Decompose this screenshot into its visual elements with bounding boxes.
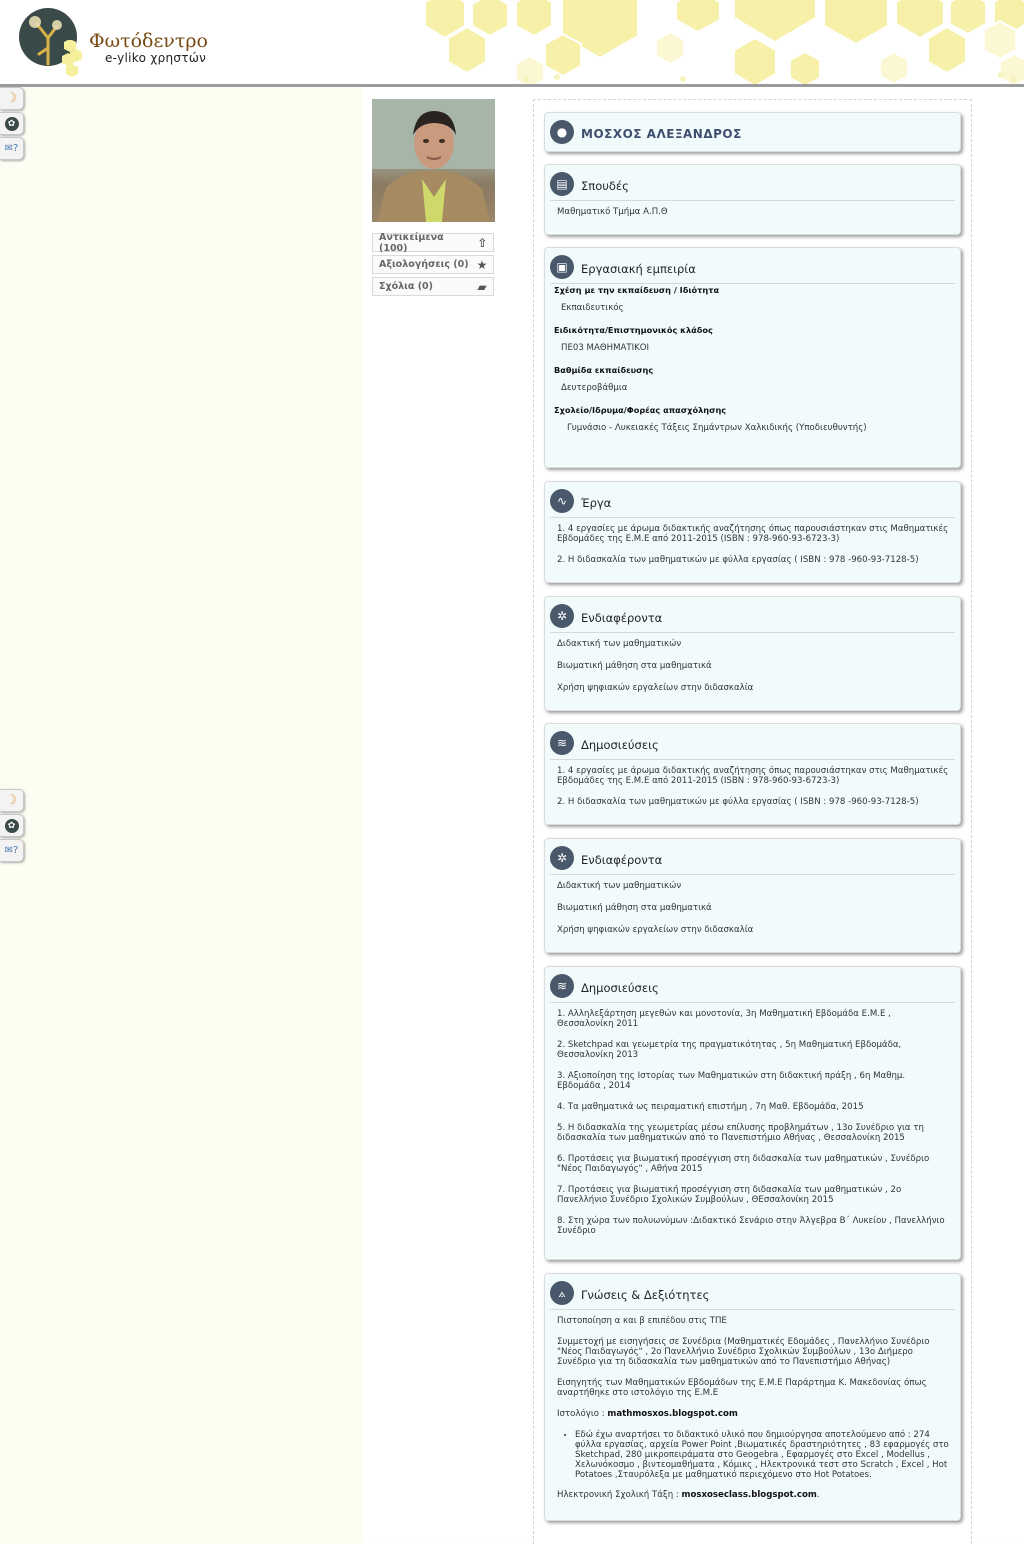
- layers-icon: ≋: [550, 731, 574, 755]
- star-icon: ★: [476, 257, 488, 272]
- class-label: Ηλεκτρονική Σχολική Τάξη :: [557, 1490, 679, 1500]
- stat-comments-label[interactable]: Σχόλια (0): [379, 281, 433, 292]
- stat-ratings[interactable]: [372, 255, 494, 274]
- document-icon: ▤: [550, 172, 574, 196]
- interests-card: [544, 596, 961, 711]
- list-item: 2. Sketchpad και γεωμετρία της πραγματικότητας , 5η Μαθηματική Εβδομάδα, Θεσσαλονίκη 2013: [557, 1040, 902, 1060]
- class-link[interactable]: mosxoseclass.blogspot.com: [681, 1490, 817, 1500]
- film-reel-icon: ✲: [550, 604, 574, 628]
- class-end: .: [816, 1490, 820, 1500]
- stat-objects-label[interactable]: Αντικείμενα (100): [379, 231, 444, 254]
- side-tab-tree-icon[interactable]: ✿: [0, 112, 24, 135]
- side-tab-tree-icon-2[interactable]: ✿: [0, 814, 24, 837]
- skills-card: [544, 1273, 961, 1521]
- stat-objects[interactable]: [372, 233, 494, 252]
- interests-title: Ενδιαφέροντα: [581, 611, 663, 625]
- publications-title: Δημοσιεύσεις: [581, 738, 659, 752]
- side-tab-new-icon-2[interactable]: ☽: [0, 789, 24, 812]
- publications-title: Δημοσιεύσεις: [581, 981, 659, 995]
- work-field-value: Δευτεροβάθμια: [561, 383, 628, 393]
- upload-icon: ⇧: [477, 235, 488, 250]
- name-card: [544, 112, 961, 152]
- list-item: 6. Προτάσεις για βιωματική προσέγγιση στη διδασκαλία των μαθηματικών , Συνέδριο "Νέος Παιδαγωγός" , Αθήνα 2015: [557, 1154, 930, 1174]
- skills-text: Συμμετοχή με εισηγήσεις σε Συνέδρια (Μαθηματικές Εδομάδες , Πανελλήνιο Συνέδριο "Νέος Παιδαγωγός" , 2ο Πανελλήνιο Συνέδριο Σχολικών Συμβούλων , 13ο Διήμερο Συνέδριο για τη διδασκαλία των μαθηματικών από το Πανεπιστήμιο Αθήνας): [557, 1337, 930, 1367]
- list-item: 1. 4 εργασίες με άρωμα διδακτικής αναζήτησης όπως παρουσιάστηκαν στις Μαθηματικές Εβδομάδες της Ε.Μ.Ε από 2011-2015 (ISBN : 978-960-93-6723-3): [557, 524, 949, 544]
- list-item: 1. Αλληλεξάρτηση μεγεθών και μονοτονία, 3η Μαθηματική Εβδομάδα Ε.Μ.Ε , Θεσσαλονίκη 2011: [557, 1009, 891, 1029]
- list-item: 4. Τα μαθηματικά ως πειραματική επιστήμη , 7η Μαθ. Εβδομάδα, 2015: [557, 1102, 864, 1112]
- work-field-value: ΠΕ03 ΜΑΘΗΜΑΤΙΚΟΙ: [561, 343, 650, 353]
- list-item: Χρήση ψηφιακών εργαλείων στην διδασκαλία: [557, 683, 754, 693]
- list-item: 2. Η διδασκαλία των μαθηματικών με φύλλα εργασίας ( ISBN : 978 -960-93-7128-5): [557, 555, 919, 565]
- skills-title: Γνώσεις & Δεξιότητες: [581, 1288, 710, 1302]
- work-field-label: Ειδικότητα/Επιστημονικός κλάδος: [554, 325, 713, 335]
- blog-link[interactable]: mathmosxos.blogspot.com: [607, 1409, 738, 1419]
- list-item: • Εδώ έχω αναρτήσει το διδακτικό υλικό που δημιούργησα αποτελούμενο από : 274 φύλλα εργασίας, αρχεία Power Point ,Βιωματικές δραστηριότητες , 83 εφαρμογές στο Sketchpad, 280 μικροπειράματα στο Geogebra , Εφαρμογές στο Excel , Modellus , Χελωνόκοσμο , βιντεομαθήματα , Κόμικς , Ηλεκτρονικά τεστ στο Scratch , Excel , Hot Potatoes ,Σταυρόλεξα με μαθηματικό περιεχόμενο στο Hot Potatoes.: [575, 1430, 950, 1480]
- work-field-label: Βαθμίδα εκπαίδευσης: [554, 365, 654, 375]
- list-item: Διδακτική των μαθηματικών: [557, 639, 682, 649]
- skills-text: Εισηγητής των Μαθηματικών Εβδομάδων της Ε.Μ.Ε Παράρτημα Κ. Μακεδονίας όπως αναρτήθηκε στο ιστολόγιο της Ε.Μ.Ε: [557, 1378, 927, 1398]
- work-title: Εργασιακή εμπειρία: [581, 262, 696, 276]
- list-item: 3. Αξιοποίηση της Ιστορίας των Μαθηματικών στη διδακτική πράξη , 6η Μαθημ. Εβδομάδα , 2014: [557, 1071, 906, 1091]
- list-item: 5. Η διδασκαλία της γεωμετρίας μέσω επίλυσης προβλημάτων , 13ο Συνέδριο για τη διδασκαλία των μαθηματικών από το Πανεπιστήμιο Αθήνας , Θεσσαλονίκη 2015: [557, 1123, 924, 1143]
- logo-title[interactable]: Φωτόδεντρο: [89, 30, 208, 52]
- compass-icon: ⟑: [550, 1281, 574, 1305]
- list-item: 2. Η διδασκαλία των μαθηματικών με φύλλα εργασίας ( ISBN : 978 -960-93-7128-5): [557, 797, 919, 807]
- user-icon: ●: [550, 120, 574, 144]
- list-item: Διδακτική των μαθηματικών: [557, 881, 682, 891]
- list-item: Χρήση ψηφιακών εργαλείων στην διδασκαλία: [557, 925, 754, 935]
- list-item: Βιωματική μάθηση στα μαθηματικά: [557, 903, 712, 913]
- publications-card: [544, 723, 961, 825]
- publications-card-2: [544, 966, 961, 1260]
- works-card: [544, 481, 961, 583]
- stat-ratings-label[interactable]: Αξιολογήσεις (0): [379, 259, 469, 270]
- works-title: Έργα: [581, 496, 612, 510]
- activity-icon: ∿: [550, 489, 574, 513]
- list-item: 8. Στη χώρα των πολυωνύμων :Διδακτικό Σενάριο στην Άλγεβρα Β΄ Λυκείου , Πανελλήνιο Συνέδριο: [557, 1216, 945, 1236]
- list-item: 7. Προτάσεις για βιωματική προσέγγιση στη διδασκαλία των μαθηματικών , 2ο Πανελλήνιο Συνέδριο Σχολικών Συμβούλων , ΘΕσσαλονίκη 2015: [557, 1185, 902, 1205]
- interests-title: Ενδιαφέροντα: [581, 853, 663, 867]
- briefcase-icon: ▣: [550, 255, 574, 279]
- site-header: [0, 0, 1024, 87]
- film-reel-icon: ✲: [550, 846, 574, 870]
- studies-text: Μαθηματικό Τμήμα Α.Π.Θ: [557, 207, 668, 217]
- user-avatar: [372, 99, 495, 222]
- side-tab-help-icon-2[interactable]: ✉?: [0, 839, 24, 862]
- logo-hexes-icon: [56, 40, 84, 78]
- logo-subtitle[interactable]: e-yliko χρηστών: [105, 51, 207, 65]
- layers-icon: ≋: [550, 974, 574, 998]
- profile-name: ΜΟΣΧΟΣ ΑΛΕΞΑΝΔΡΟΣ: [581, 127, 742, 141]
- side-tab-help-icon[interactable]: ✉?: [0, 137, 24, 160]
- blog-label: Ιστολόγιο :: [557, 1409, 605, 1419]
- skills-text: Πιστοποίηση α και β επιπέδου στις ΤΠΕ: [557, 1316, 727, 1326]
- work-field-value: Γυμνάσιο - Λυκειακές Τάξεις Σημάντρων Χαλκιδικής (Υποδιευθυντής): [567, 423, 867, 433]
- list-item: 1. 4 εργασίες με άρωμα διδακτικής αναζήτησης όπως παρουσιάστηκαν στις Μαθηματικές Εβδομάδες της Ε.Μ.Ε από 2011-2015 (ISBN : 978-960-93-6723-3): [557, 766, 949, 786]
- studies-card: [544, 164, 961, 235]
- interests-card-2: [544, 838, 961, 953]
- comment-icon: ▰: [477, 279, 487, 294]
- list-item: Βιωματική μάθηση στα μαθηματικά: [557, 661, 712, 671]
- stat-comments[interactable]: [372, 277, 494, 296]
- work-card: [544, 247, 961, 468]
- work-field-value: Εκπαιδευτικός: [561, 303, 624, 313]
- studies-title: Σπουδές: [581, 179, 629, 193]
- work-field-label: Σχέση με την εκπαίδευση / Ιδιότητα: [554, 285, 720, 295]
- work-field-label: Σχολείο/Ιδρυμα/Φορέας απασχόλησης: [554, 405, 727, 415]
- side-tab-new-icon[interactable]: ☽: [0, 87, 24, 110]
